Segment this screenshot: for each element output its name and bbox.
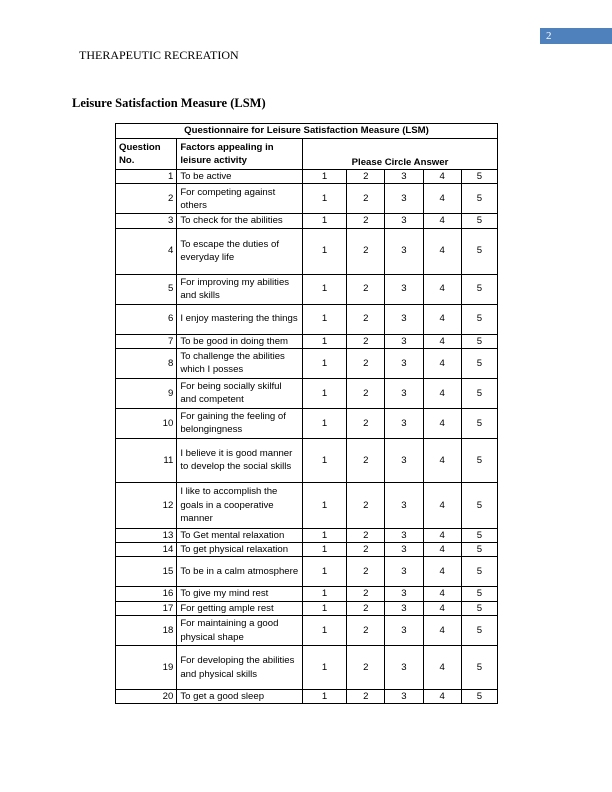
answer-option-1[interactable]: 1 <box>302 378 346 408</box>
answer-option-1[interactable]: 1 <box>302 408 346 438</box>
table-row <box>116 616 498 646</box>
table-row <box>116 170 498 184</box>
answer-option-4[interactable]: 4 <box>423 348 461 378</box>
table-row <box>116 587 498 601</box>
answer-option-5[interactable]: 5 <box>461 214 497 228</box>
answer-option-2[interactable]: 2 <box>347 438 385 482</box>
answer-option-3[interactable]: 3 <box>385 348 423 378</box>
answer-option-5[interactable]: 5 <box>461 304 497 334</box>
lsm-questionnaire-table <box>115 123 498 704</box>
answer-option-3[interactable]: 3 <box>385 587 423 601</box>
answer-option-5[interactable]: 5 <box>461 348 497 378</box>
answer-option-1[interactable]: 1 <box>302 274 346 304</box>
factor-text: For gaining the feeling of belongingness <box>177 408 303 438</box>
answer-option-4[interactable]: 4 <box>423 334 461 348</box>
answer-option-2[interactable]: 2 <box>347 616 385 646</box>
answer-option-1[interactable]: 1 <box>302 557 346 587</box>
answer-option-5[interactable]: 5 <box>461 646 497 690</box>
answer-option-4[interactable]: 4 <box>423 528 461 542</box>
answer-option-5[interactable]: 5 <box>461 690 497 704</box>
answer-option-3[interactable]: 3 <box>385 378 423 408</box>
answer-option-3[interactable]: 3 <box>385 543 423 557</box>
factor-text: To get a good sleep <box>177 690 303 704</box>
answer-option-5[interactable]: 5 <box>461 334 497 348</box>
table-row <box>116 214 498 228</box>
answer-option-3[interactable]: 3 <box>385 438 423 482</box>
table-row <box>116 334 498 348</box>
answer-option-2[interactable]: 2 <box>347 587 385 601</box>
answer-option-2[interactable]: 2 <box>347 528 385 542</box>
table-row <box>116 528 498 542</box>
answer-option-5[interactable]: 5 <box>461 482 497 528</box>
answer-option-2[interactable]: 2 <box>347 482 385 528</box>
answer-option-1[interactable]: 1 <box>302 543 346 557</box>
answer-option-4[interactable]: 4 <box>423 616 461 646</box>
answer-option-2[interactable]: 2 <box>347 690 385 704</box>
answer-option-5[interactable]: 5 <box>461 587 497 601</box>
answer-option-4[interactable]: 4 <box>423 543 461 557</box>
factor-text: To challenge the abilities which I posses <box>177 348 303 378</box>
factor-text: To Get mental relaxation <box>177 528 303 542</box>
question-number: 15 <box>116 557 177 587</box>
answer-option-2[interactable]: 2 <box>347 170 385 184</box>
factor-text: I believe it is good manner to develop the social skills <box>177 438 303 482</box>
answer-option-4[interactable]: 4 <box>423 184 461 214</box>
question-number: 13 <box>116 528 177 542</box>
factor-text: To get physical relaxation <box>177 543 303 557</box>
answer-option-4[interactable]: 4 <box>423 482 461 528</box>
factor-text: For being socially skilful and competent <box>177 378 303 408</box>
answer-option-2[interactable]: 2 <box>347 274 385 304</box>
answer-option-3[interactable]: 3 <box>385 528 423 542</box>
question-number: 3 <box>116 214 177 228</box>
answer-option-3[interactable]: 3 <box>385 690 423 704</box>
table-row <box>116 690 498 704</box>
answer-option-1[interactable]: 1 <box>302 528 346 542</box>
answer-option-5[interactable]: 5 <box>461 601 497 615</box>
answer-option-2[interactable]: 2 <box>347 378 385 408</box>
answer-option-1[interactable]: 1 <box>302 482 346 528</box>
answer-option-4[interactable]: 4 <box>423 438 461 482</box>
answer-option-5[interactable]: 5 <box>461 543 497 557</box>
factor-text: For improving my abilities and skills <box>177 274 303 304</box>
answer-option-1[interactable]: 1 <box>302 304 346 334</box>
answer-option-2[interactable]: 2 <box>347 557 385 587</box>
answer-option-2[interactable]: 2 <box>347 348 385 378</box>
question-number: 7 <box>116 334 177 348</box>
table-row <box>116 184 498 214</box>
answer-option-3[interactable]: 3 <box>385 557 423 587</box>
header-please-circle-answer: Please Circle Answer <box>302 139 497 170</box>
factor-text: To escape the duties of everyday life <box>177 228 303 274</box>
answer-option-3[interactable]: 3 <box>385 601 423 615</box>
question-number: 12 <box>116 482 177 528</box>
answer-option-1[interactable]: 1 <box>302 170 346 184</box>
answer-option-1[interactable]: 1 <box>302 334 346 348</box>
answer-option-4[interactable]: 4 <box>423 274 461 304</box>
answer-option-2[interactable]: 2 <box>347 543 385 557</box>
question-number: 9 <box>116 378 177 408</box>
factor-text: I like to accomplish the goals in a cooperative manner <box>177 482 303 528</box>
answer-option-5[interactable]: 5 <box>461 228 497 274</box>
answer-option-5[interactable]: 5 <box>461 184 497 214</box>
answer-option-4[interactable]: 4 <box>423 690 461 704</box>
table-row <box>116 378 498 408</box>
question-number: 5 <box>116 274 177 304</box>
answer-option-1[interactable]: 1 <box>302 438 346 482</box>
answer-option-4[interactable]: 4 <box>423 378 461 408</box>
answer-option-1[interactable]: 1 <box>302 601 346 615</box>
page-number: 2 <box>540 28 612 44</box>
table-caption-row <box>116 124 498 139</box>
answer-option-1[interactable]: 1 <box>302 184 346 214</box>
answer-option-5[interactable]: 5 <box>461 274 497 304</box>
factor-text: For developing the abilities and physical skills <box>177 646 303 690</box>
factor-text: To give my mind rest <box>177 587 303 601</box>
question-number: 17 <box>116 601 177 615</box>
table-caption: Questionnaire for Leisure Satisfaction Measure (LSM) <box>116 124 498 139</box>
answer-option-5[interactable]: 5 <box>461 557 497 587</box>
answer-option-4[interactable]: 4 <box>423 646 461 690</box>
table-header-row <box>116 139 498 170</box>
table-row <box>116 557 498 587</box>
question-number: 14 <box>116 543 177 557</box>
answer-option-3[interactable]: 3 <box>385 170 423 184</box>
answer-option-3[interactable]: 3 <box>385 304 423 334</box>
answer-option-1[interactable]: 1 <box>302 587 346 601</box>
question-number: 6 <box>116 304 177 334</box>
question-number: 20 <box>116 690 177 704</box>
answer-option-2[interactable]: 2 <box>347 408 385 438</box>
answer-option-5[interactable]: 5 <box>461 378 497 408</box>
factor-text: For maintaining a good physical shape <box>177 616 303 646</box>
answer-option-2[interactable]: 2 <box>347 184 385 214</box>
answer-option-2[interactable]: 2 <box>347 228 385 274</box>
table-row <box>116 646 498 690</box>
question-number: 18 <box>116 616 177 646</box>
answer-option-1[interactable]: 1 <box>302 616 346 646</box>
table-row <box>116 438 498 482</box>
question-number: 11 <box>116 438 177 482</box>
answer-option-5[interactable]: 5 <box>461 170 497 184</box>
answer-option-4[interactable]: 4 <box>423 228 461 274</box>
factor-text: To be good in doing them <box>177 334 303 348</box>
header-factors: Factors appealing in leisure activity <box>177 139 303 170</box>
answer-option-4[interactable]: 4 <box>423 408 461 438</box>
question-number: 19 <box>116 646 177 690</box>
question-number: 8 <box>116 348 177 378</box>
answer-option-4[interactable]: 4 <box>423 601 461 615</box>
table-row <box>116 228 498 274</box>
answer-option-1[interactable]: 1 <box>302 348 346 378</box>
answer-option-3[interactable]: 3 <box>385 408 423 438</box>
answer-option-4[interactable]: 4 <box>423 214 461 228</box>
answer-option-2[interactable]: 2 <box>347 304 385 334</box>
answer-option-2[interactable]: 2 <box>347 334 385 348</box>
answer-option-4[interactable]: 4 <box>423 557 461 587</box>
answer-option-5[interactable]: 5 <box>461 528 497 542</box>
answer-option-3[interactable]: 3 <box>385 274 423 304</box>
answer-option-3[interactable]: 3 <box>385 228 423 274</box>
answer-option-1[interactable]: 1 <box>302 214 346 228</box>
question-number: 1 <box>116 170 177 184</box>
answer-option-5[interactable]: 5 <box>461 408 497 438</box>
question-number: 2 <box>116 184 177 214</box>
question-number: 16 <box>116 587 177 601</box>
answer-option-4[interactable]: 4 <box>423 587 461 601</box>
answer-option-3[interactable]: 3 <box>385 616 423 646</box>
answer-option-3[interactable]: 3 <box>385 214 423 228</box>
answer-option-5[interactable]: 5 <box>461 616 497 646</box>
factor-text: For getting ample rest <box>177 601 303 615</box>
answer-option-1[interactable]: 1 <box>302 646 346 690</box>
answer-option-3[interactable]: 3 <box>385 482 423 528</box>
factor-text: For competing against others <box>177 184 303 214</box>
answer-option-2[interactable]: 2 <box>347 646 385 690</box>
table-row <box>116 304 498 334</box>
answer-option-3[interactable]: 3 <box>385 334 423 348</box>
answer-option-1[interactable]: 1 <box>302 228 346 274</box>
answer-option-4[interactable]: 4 <box>423 170 461 184</box>
table-row <box>116 408 498 438</box>
factor-text: I enjoy mastering the things <box>177 304 303 334</box>
table-row <box>116 348 498 378</box>
answer-option-1[interactable]: 1 <box>302 690 346 704</box>
factor-text: To be active <box>177 170 303 184</box>
answer-option-2[interactable]: 2 <box>347 214 385 228</box>
answer-option-5[interactable]: 5 <box>461 438 497 482</box>
factor-text: To be in a calm atmosphere <box>177 557 303 587</box>
document-title: Leisure Satisfaction Measure (LSM) <box>72 96 266 110</box>
table-row <box>116 543 498 557</box>
answer-option-4[interactable]: 4 <box>423 304 461 334</box>
question-number: 4 <box>116 228 177 274</box>
factor-text: To check for the abilities <box>177 214 303 228</box>
answer-option-2[interactable]: 2 <box>347 601 385 615</box>
table-row <box>116 482 498 528</box>
header-question-no: Question No. <box>116 139 177 170</box>
answer-option-3[interactable]: 3 <box>385 646 423 690</box>
running-head: THERAPEUTIC RECREATION <box>79 48 239 62</box>
table-row <box>116 274 498 304</box>
question-number: 10 <box>116 408 177 438</box>
answer-option-3[interactable]: 3 <box>385 184 423 214</box>
table-row <box>116 601 498 615</box>
